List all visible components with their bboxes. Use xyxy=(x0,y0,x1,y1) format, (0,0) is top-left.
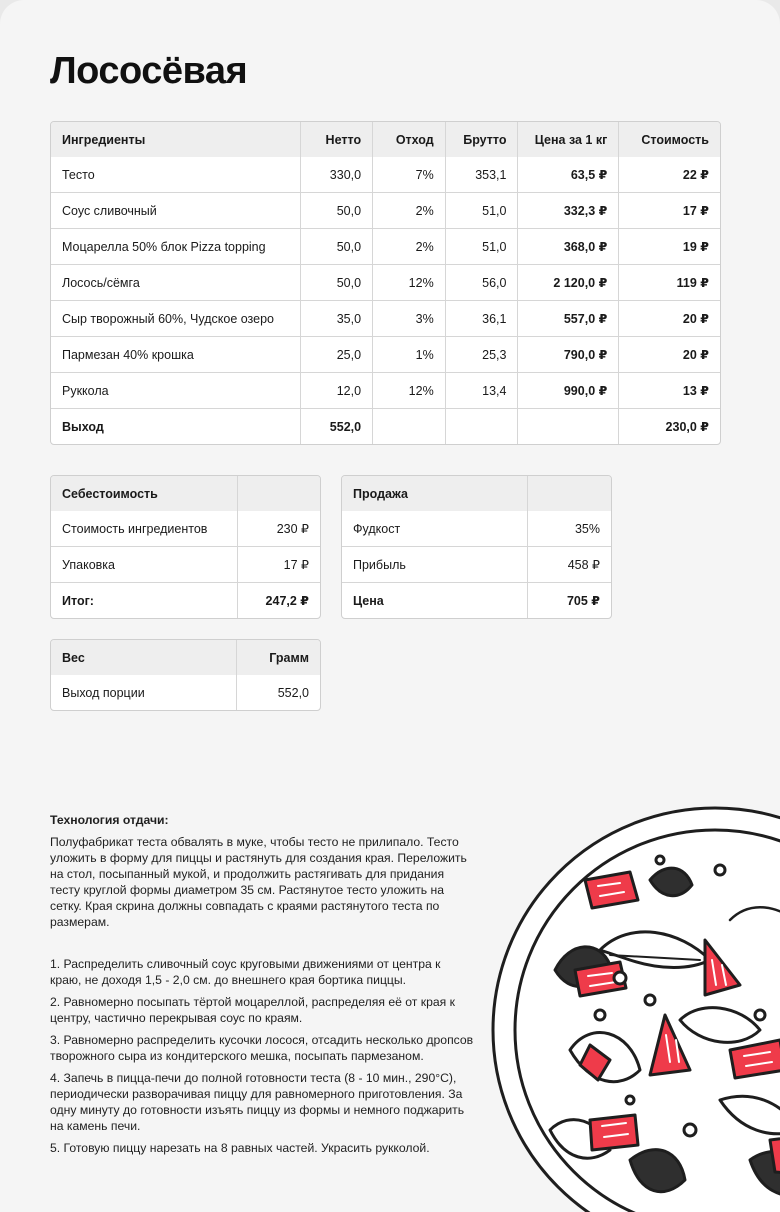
ingredient-name: Сыр творожный 60%, Чудское озеро xyxy=(51,301,301,337)
netto-cell: 35,0 xyxy=(301,301,374,337)
technology-step: 4. Запечь в пицца-печи до полной готовности теста (8 - 10 мин., 290°С), периодически разворачивая пиццу для равномерного приготовления. За одну минуту до готовности изъять пиццу из формы и немного поджарить на камень печи. xyxy=(50,1071,465,1133)
header-weight: Вес xyxy=(51,640,237,675)
table-row xyxy=(51,337,720,373)
ingredient-name: Соус сливочный xyxy=(51,193,301,229)
table-header-row xyxy=(342,476,611,511)
header-grams: Грамм xyxy=(237,640,320,675)
table-row xyxy=(342,547,611,583)
table-row xyxy=(51,265,720,301)
table-total-row xyxy=(51,409,720,444)
table-row xyxy=(342,511,611,547)
table-row xyxy=(51,193,720,229)
table-row xyxy=(51,301,720,337)
waste-cell: 1% xyxy=(373,337,446,373)
header-cost: Стоимость xyxy=(619,122,720,157)
empty-cell xyxy=(518,409,619,444)
price-cell: 790,0 ₽ xyxy=(518,337,619,373)
table-row xyxy=(51,675,320,710)
total-label: Итог: xyxy=(51,583,238,618)
empty-header xyxy=(238,476,320,511)
row-label: Стоимость ингредиентов xyxy=(51,511,238,547)
table-row xyxy=(51,373,720,409)
waste-cell: 12% xyxy=(373,373,446,409)
total-value: 705 ₽ xyxy=(566,594,600,608)
ingredient-name: Лосось/сёмга xyxy=(51,265,301,301)
row-value: 458 ₽ xyxy=(528,547,611,583)
table-row xyxy=(51,229,720,265)
row-value: 552,0 xyxy=(277,685,309,700)
empty-header xyxy=(528,476,611,511)
empty-cell xyxy=(373,409,446,444)
total-label: Выход xyxy=(51,409,301,444)
technology-step: 3. Равномерно распределить кусочки лосося, отсадить несколько дропсов творожного сыра из кондитерского мешка, посыпать пармезаном. xyxy=(50,1033,474,1063)
empty-cell xyxy=(446,409,519,444)
netto-cell: 12,0 xyxy=(301,373,374,409)
row-value: 17 ₽ xyxy=(238,547,320,583)
table-row xyxy=(51,157,720,193)
cost-cell: 22 ₽ xyxy=(619,157,720,193)
row-value: 35% xyxy=(528,511,611,547)
netto-cell: 50,0 xyxy=(301,193,374,229)
sale-table xyxy=(341,475,612,619)
table-header-row xyxy=(51,640,320,675)
header-brutto: Брутто xyxy=(446,122,519,157)
total-netto: 552,0 xyxy=(301,409,374,444)
brutto-cell: 56,0 xyxy=(446,265,519,301)
header-ingredients: Ингредиенты xyxy=(51,122,301,157)
waste-cell: 3% xyxy=(373,301,446,337)
page-title: Лососёвая xyxy=(50,50,248,92)
table-total-row xyxy=(51,583,320,618)
price-cell: 2 120,0 ₽ xyxy=(518,265,619,301)
netto-cell: 50,0 xyxy=(301,229,374,265)
waste-cell: 2% xyxy=(373,229,446,265)
cost-cell: 19 ₽ xyxy=(619,229,720,265)
brutto-cell: 13,4 xyxy=(446,373,519,409)
netto-cell: 330,0 xyxy=(301,157,374,193)
technology-steps xyxy=(50,956,475,1156)
table-row xyxy=(51,547,320,583)
ingredients-table xyxy=(50,121,721,445)
technology-step: 1. Распределить сливочный соус круговыми движениями от центра к краю, не доходя 1,5 - 2,0 см. до внешнего края бортика пиццы. xyxy=(50,957,441,987)
table-total-row xyxy=(342,583,611,618)
header-price-per-kg: Цена за 1 кг xyxy=(518,122,619,157)
waste-cell: 12% xyxy=(373,265,446,301)
row-value: 230 ₽ xyxy=(238,511,320,547)
cost-cell: 119 ₽ xyxy=(619,265,720,301)
ingredient-name: Тесто xyxy=(51,157,301,193)
ingredient-name: Пармезан 40% крошка xyxy=(51,337,301,373)
row-label: Выход порции xyxy=(51,675,237,710)
technology-step: 5. Готовую пиццу нарезать на 8 равных частей. Украсить рукколой. xyxy=(50,1141,430,1155)
cost-cell: 13 ₽ xyxy=(619,373,720,409)
header-cost-price: Себестоимость xyxy=(51,476,238,511)
price-cell: 557,0 ₽ xyxy=(518,301,619,337)
table-header-row xyxy=(51,476,320,511)
row-label: Фудкост xyxy=(342,511,528,547)
cost-cell: 20 ₽ xyxy=(619,301,720,337)
technology-section xyxy=(50,812,475,1162)
total-cost: 230,0 ₽ xyxy=(665,420,709,434)
table-row xyxy=(51,511,320,547)
total-value: 247,2 ₽ xyxy=(265,594,309,608)
pizza-illustration xyxy=(480,800,780,1212)
brutto-cell: 51,0 xyxy=(446,229,519,265)
header-sale: Продажа xyxy=(342,476,528,511)
header-netto: Нетто xyxy=(301,122,374,157)
brutto-cell: 36,1 xyxy=(446,301,519,337)
brutto-cell: 25,3 xyxy=(446,337,519,373)
price-cell: 63,5 ₽ xyxy=(518,157,619,193)
waste-cell: 2% xyxy=(373,193,446,229)
price-cell: 368,0 ₽ xyxy=(518,229,619,265)
price-cell: 990,0 ₽ xyxy=(518,373,619,409)
technology-heading: Технология отдачи: xyxy=(50,813,169,827)
technology-step: 2. Равномерно посыпать тёртой моцареллой, распределяя её от края к центру, частично перекрывая соус по краям. xyxy=(50,995,455,1025)
brutto-cell: 51,0 xyxy=(446,193,519,229)
technology-intro: Полуфабрикат теста обвалять в муке, чтобы тесто не прилипало. Тесто уложить в форму для пиццы и растянуть для создания края. Переложить на стол, посыпанный мукой, и продолжить растягивать для придания тесту круглой формы диаметром 35 см. Растянутое тесто уложить на сетку. Края скрина должны совпадать с краями растянутого теста по размерам. xyxy=(50,835,467,929)
header-waste: Отход xyxy=(373,122,446,157)
brutto-cell: 353,1 xyxy=(446,157,519,193)
waste-cell: 7% xyxy=(373,157,446,193)
netto-cell: 25,0 xyxy=(301,337,374,373)
row-label: Упаковка xyxy=(51,547,238,583)
cost-cell: 17 ₽ xyxy=(619,193,720,229)
weight-table xyxy=(50,639,321,711)
cost-table xyxy=(50,475,321,619)
cost-cell: 20 ₽ xyxy=(619,337,720,373)
price-cell: 332,3 ₽ xyxy=(518,193,619,229)
ingredient-name: Руккола xyxy=(51,373,301,409)
total-label: Цена xyxy=(342,583,528,618)
row-label: Прибыль xyxy=(342,547,528,583)
netto-cell: 50,0 xyxy=(301,265,374,301)
ingredient-name: Моцарелла 50% блок Pizza topping xyxy=(51,229,301,265)
table-header-row xyxy=(51,122,720,157)
